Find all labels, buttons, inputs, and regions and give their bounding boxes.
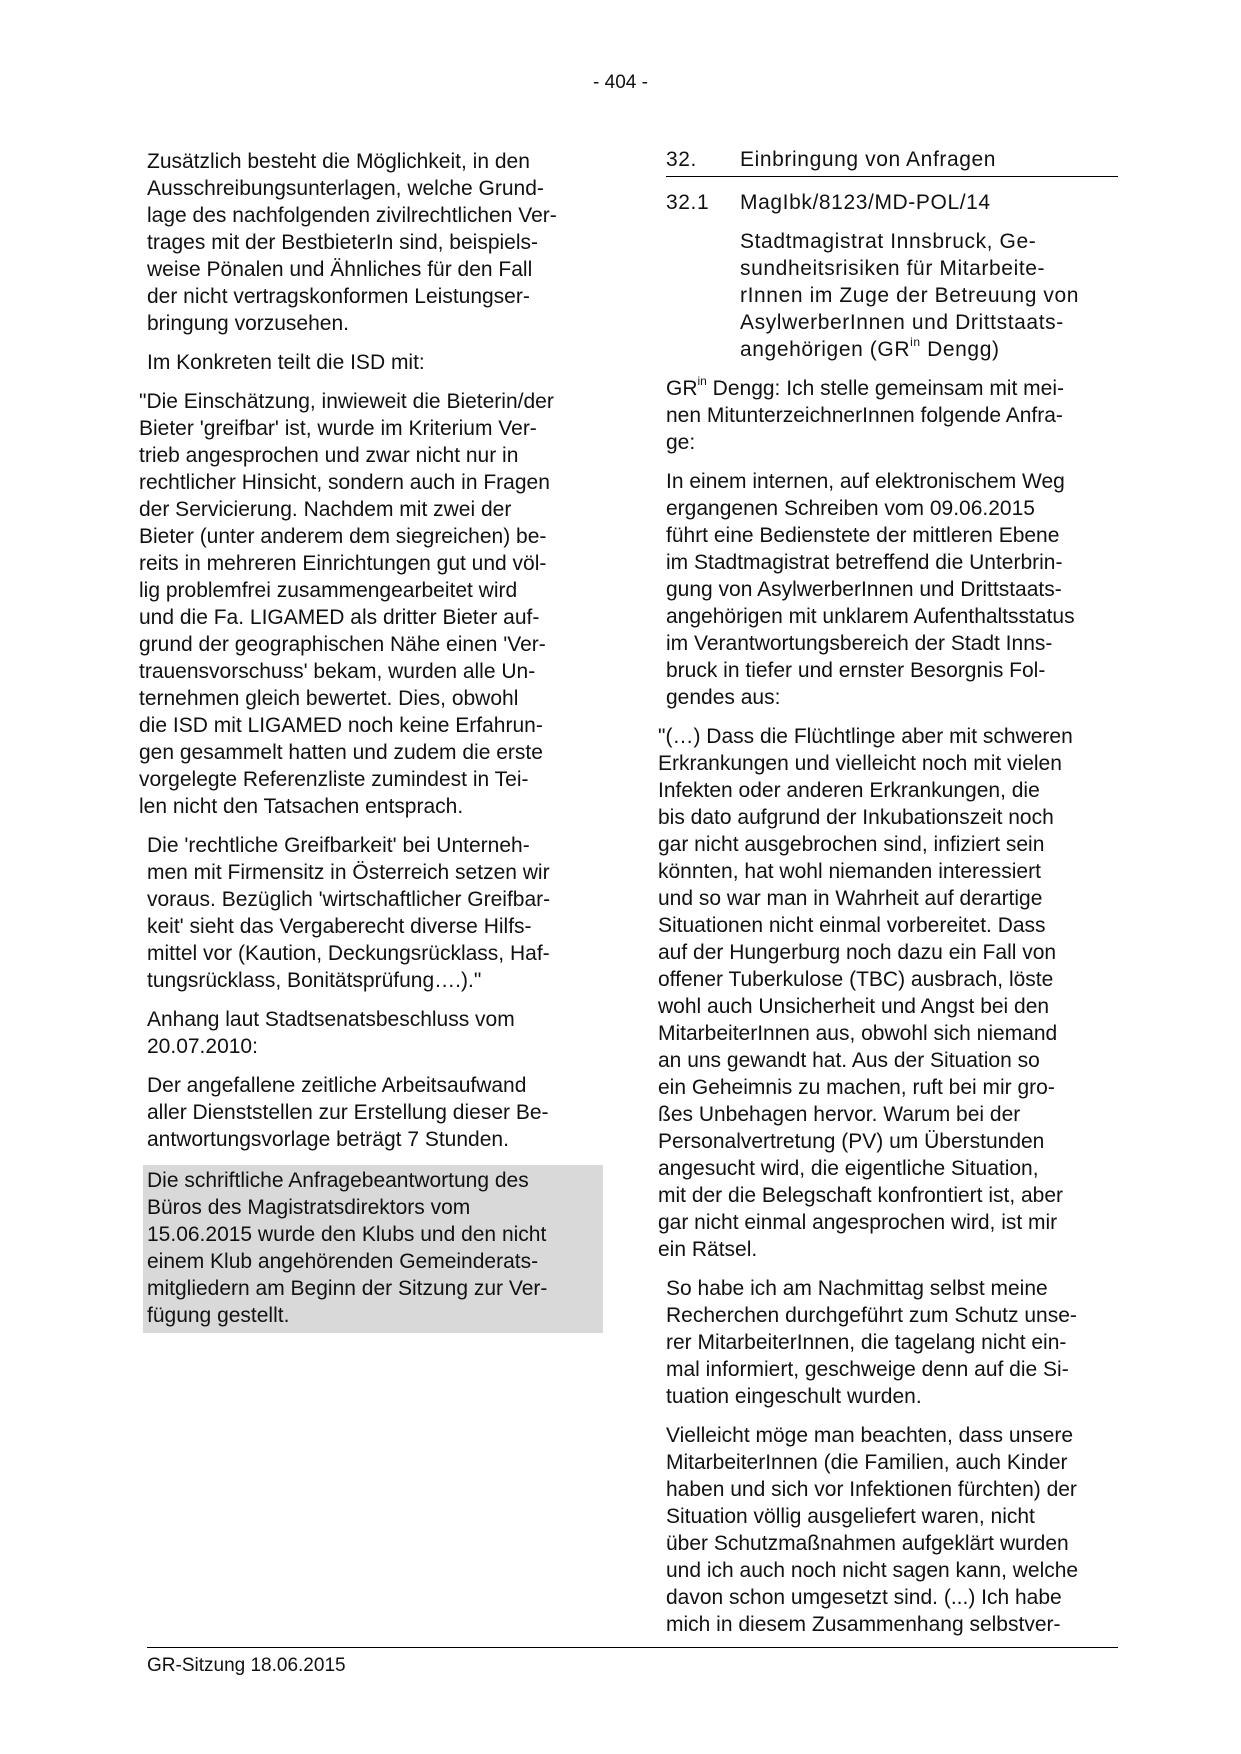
page-number: - 404 - (593, 72, 648, 93)
subsection-reference: MagIbk/8123/MD-POL/14 (740, 191, 991, 214)
footer-text: GR-Sitzung 18.06.2015 (147, 1655, 346, 1676)
intro-text: Dengg: Ich stelle gemeinsam mit mei- nen MitunterzeichnerInnen folgende Anfra- ge: (666, 377, 1064, 454)
left-column (139, 148, 599, 1345)
paragraph: Vielleicht möge man beachten, dass unsere MitarbeiterInnen (die Familien, auch Kinder haben und sich vor Infektionen fürchten) der Situation völlig ausgeliefert waren, nicht über Schutzmaßnahmen aufgeklärt wurden und ich auch noch nicht sagen kann, welche davon schon umgesetzt sind. (...) Ich habe mich in diesem Zusammenhang selbstver- (666, 1424, 1079, 1636)
subject-text: Stadtmagistrat Innsbruck, Ge- sundheitsrisiken für Mitarbeite- rInnen im Zuge der Betreuung von AsylwerberInnen und Drittstaats- angehörigen (GR (740, 230, 1080, 361)
intro-gr: GR (666, 377, 698, 400)
quote-paragraph: "Die Einschätzung, inwieweit die Bieterin/der Bieter 'greifbar' ist, wurde im Kriterium Ver- trieb angesprochen und zwar nicht nur in rechtlicher Hinsicht, sondern auch in Fragen der Servicierung. Nachdem mit zwei der Bieter (unter anderem dem siegreichen) be- reits in mehreren Einrichtungen gut und völ- lig problemfrei zusammengearbeitet wird und die Fa. LIGAMED als dritter Bieter auf- grund der geographischen Nähe einen 'Ver- trauensvorschuss' bekam, wurden alle Un- ternehmen gleich bewertet. Dies, obwohl die ISD mit LIGAMED noch keine Erfahrun- gen gesammelt hatten und zudem die erste vorgelegte Referenzliste zumindest in Tei- len nicht den Tatsachen entsprach. (139, 390, 554, 818)
highlighted-paragraph: Die schriftliche Anfragebeantwortung des Büros des Magistratsdirektors vom 15.06.2015 wurde den Klubs und den nicht einem Klub angehörenden Gemeinderats- mitgliedern am Beginn der Sitzung zur Ver- fügung gestellt. (143, 1165, 603, 1333)
paragraph: Die 'rechtliche Greifbarkeit' bei Unterneh- men mit Firmensitz in Österreich setzen wir voraus. Bezüglich 'wirtschaftlicher Greifbar- keit' sieht das Vergaberecht diverse Hilfs- mittel vor (Kaution, Deckungsrücklass, Haf- tungsrücklass, Bonitätsprüfung….)." (147, 834, 551, 992)
subsection-heading (666, 189, 1118, 216)
subject-end: Dengg) (920, 338, 1000, 361)
subsection-number: 32.1 (666, 191, 710, 214)
footer-divider (147, 1647, 1118, 1648)
right-column (658, 146, 1118, 1650)
section-number: 32. (666, 148, 697, 171)
subject-superscript: in (910, 335, 921, 349)
subsection-subject (740, 228, 1118, 363)
paragraph: Zusätzlich besteht die Möglichkeit, in den Ausschreibungsunterlagen, welche Grund- lage des nachfolgenden zivilrechtlichen Ver- trages mit der BestbieterIn sind, beispiels- weise Pönalen und Ähnliches für den Fall der nicht vertragskonformen Leistungser- bringung vorzusehen. (147, 150, 557, 335)
paragraph: So habe ich am Nachmittag selbst meine Recherchen durchgeführt zum Schutz unse- rer MitarbeiterInnen, die tagelang nicht ein- mal informiert, geschweige denn auf die Si- tuation eingeschult wurden. (666, 1277, 1077, 1408)
paragraph: Im Konkreten teilt die ISD mit: (147, 351, 425, 374)
quote-paragraph: "(…) Dass die Flüchtlinge aber mit schweren Erkrankungen und vielleicht noch mit vielen Infekten oder anderen Erkrankungen, die bis dato aufgrund der Inkubationszeit noch gar nicht ausgebrochen sind, infiziert sein könnten, hat wohl niemanden interessiert und so war man in Wahrheit auf derartige Situationen nicht einmal vorbereitet. Dass auf der Hungerburg noch dazu ein Fall von offener Tuberkulose (TBC) ausbrach, löste wohl auch Unsicherheit und Angst bei den MitarbeiterInnen aus, obwohl sich niemand an uns gewandt hat. Aus der Situation so ein Geheimnis zu machen, ruft bei mir gro- ßes Unbehagen hervor. Warum bei der Personalvertretung (PV) um Überstunden angesucht wird, die eigentliche Situation, mit der die Belegschaft konfrontiert ist, aber gar nicht einmal angesprochen wird, ist mir ein Rätsel. (658, 725, 1073, 1261)
paragraph: Anhang laut Stadtsenatsbeschluss vom 20.07.2010: (147, 1008, 515, 1058)
section-heading (666, 146, 1118, 177)
paragraph: Der angefallene zeitliche Arbeitsaufwand aller Dienststellen zur Erstellung dieser Be- antwortungsvorlage beträgt 7 Stunden. (147, 1074, 549, 1151)
intro-paragraph (666, 375, 1118, 456)
paragraph: In einem internen, auf elektronischem Weg ergangenen Schreiben vom 09.06.2015 führt eine Bedienstete der mittleren Ebene im Stadtmagistrat betreffend die Unterbrin- gung von AsylwerberInnen und Drittstaats- angehörigen mit unklarem Aufenthaltsstatus im Verantwortungsbereich der Stadt Inns- bruck in tiefer und ernster Besorgnis Fol- gendes aus: (666, 470, 1075, 709)
section-title: Einbringung von Anfragen (740, 148, 997, 171)
intro-superscript: in (697, 374, 707, 388)
